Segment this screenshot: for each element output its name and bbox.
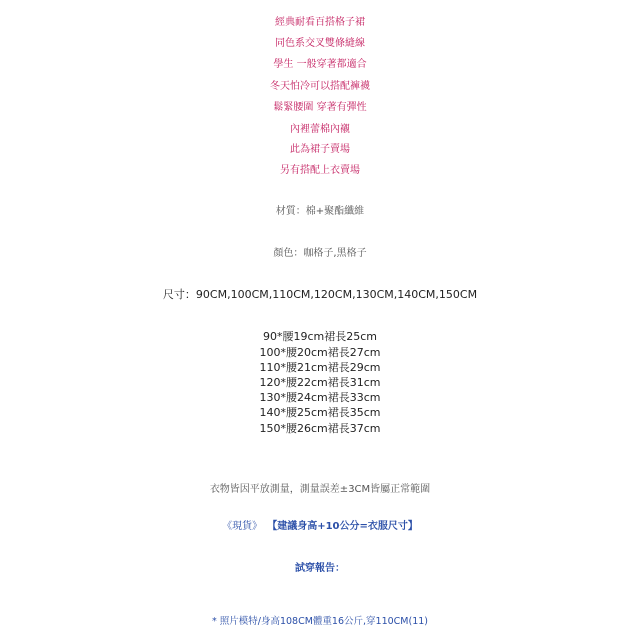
size-chart-row: 120*腰22cm裙長31cm (259, 376, 381, 389)
size-chart-row: 110*腰21cm裙長29cm (259, 361, 381, 374)
material-text: 材質：棉+聚酯纖維 (275, 206, 365, 217)
color-text: 顏色：咖格子,黑格子 (273, 248, 367, 259)
size-chart-row: 100*腰20cm裙長27cm (259, 346, 381, 359)
size-list-text: 尺寸：90CM,100CM,110CM,120CM,130CM,140CM,150CM (162, 288, 478, 301)
description-line: 鬆緊腰圍 穿著有彈性 (273, 102, 367, 113)
description-line: 經典耐看百搭格子裙 (275, 17, 365, 28)
description-line: 學生 一般穿著都適合 (273, 59, 367, 70)
description-line: 內裡蕾棉內襯 (290, 124, 350, 135)
fitting-title: 試穿報告： (295, 563, 345, 574)
spot-note-main: 【建議身高+10公分=衣服尺寸】 (267, 521, 418, 532)
size-chart-row: 150*腰26cm裙長37cm (259, 422, 381, 435)
description-line: 另有搭配上衣賣場 (280, 165, 360, 176)
measure-note: 衣物皆因平放測量，測量誤差±3CM皆屬正常範圍 (209, 484, 431, 495)
description-line: 同色系交叉雙條縫線 (275, 38, 365, 49)
size-chart-row: 130*腰24cm裙長33cm (259, 391, 381, 404)
size-chart-row: 140*腰25cm裙長35cm (259, 406, 381, 419)
fitting-detail: * 照片模特/身高108CM體重16公斤,穿110CM(11) (211, 616, 428, 627)
size-chart-row: 90*腰19cm裙長25cm (262, 330, 378, 343)
spot-note-prefix: 《現貨》 (222, 521, 263, 532)
spot-note (0, 514, 640, 533)
description-line: 此為裙子賣場 (290, 144, 350, 155)
description-line: 冬天怕冷可以搭配褲襪 (270, 81, 370, 92)
